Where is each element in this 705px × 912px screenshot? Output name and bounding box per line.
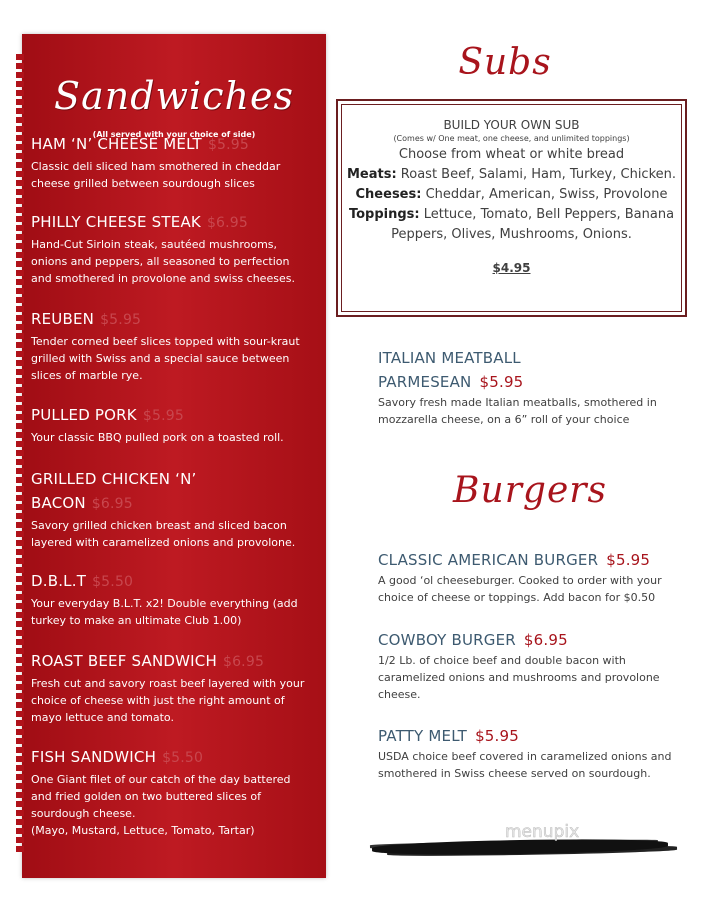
item-name: ITALIAN MEATBALL	[378, 349, 521, 367]
menu-item-grilled-chicken-bacon-desc	[31, 515, 313, 551]
menu-item-cowboy-burger	[378, 628, 678, 703]
build-sub-note: (Comes w/ One meat, one cheese, and unlimited toppings)	[393, 134, 630, 143]
item-price: $5.95	[479, 373, 524, 391]
item-description: Your classic BBQ pulled pork on a toasted roll.	[31, 431, 284, 444]
toppings-label: Toppings:	[348, 207, 420, 222]
meats-label: Meats:	[346, 167, 397, 182]
item-price: $5.95	[606, 551, 651, 569]
cheeses-line	[342, 185, 681, 205]
item-price: $6.95	[523, 631, 568, 649]
menu-item-pulled-pork	[31, 404, 313, 446]
menu-item-italian-meatball	[378, 346, 678, 428]
item-name: PULLED PORK	[31, 406, 137, 424]
menu-item-roast-beef-sandwich	[31, 650, 313, 726]
item-description: Tender corned beef slices topped with sour-kraut grilled with Swiss and a special sauce between slices of marble rye.	[31, 335, 300, 382]
item-name: FISH SANDWICH	[31, 748, 157, 766]
menu-item-classic-american-burger	[378, 548, 678, 606]
item-price: $5.95	[100, 312, 142, 328]
sandwiches-panel	[22, 34, 326, 878]
item-description: Fresh cut and savory roast beef layered with your choice of cheese with just the right amount of mayo lettuce and tomato.	[31, 677, 305, 724]
meats-list: Roast Beef, Salami, Ham, Turkey, Chicken.	[400, 167, 677, 182]
meats-line	[342, 165, 681, 185]
item-description: Hand-Cut Sirloin steak, sautéed mushrooms, onions and peppers, all seasoned to perfection and smothered in provolone and swiss cheeses.	[31, 238, 295, 285]
menu-item-patty-melt	[378, 724, 678, 782]
item-price: $5.95	[142, 408, 184, 424]
menu-item-dblt	[31, 570, 313, 629]
cheeses-label: Cheeses:	[355, 187, 422, 202]
item-price: $6.95	[222, 654, 265, 670]
watermark-logo: menupix	[505, 822, 580, 842]
item-name: ROAST BEEF SANDWICH	[31, 652, 217, 670]
item-name: COWBOY BURGER	[378, 631, 516, 649]
item-price: $6.95	[91, 496, 133, 512]
build-sub-heading: BUILD YOUR OWN SUB	[443, 118, 580, 132]
sandwiches-title: Sandwiches	[54, 74, 294, 118]
menu-item-philly-cheese-steak	[31, 211, 313, 287]
item-name: D.B.L.T	[31, 572, 87, 590]
menu-item-grilled-chicken-bacon	[31, 467, 231, 516]
item-description: A good ‘ol cheeseburger. Cooked to order with your choice of cheese or toppings. Add bacon for $0.50	[378, 574, 662, 604]
subs-title: Subs	[458, 42, 552, 83]
item-description: One Giant filet of our catch of the day battered and fried golden on two buttered slices of sourdough cheese.	[31, 773, 291, 820]
item-description: USDA choice beef covered in caramelized onions and smothered in Swiss cheese served on sourdough.	[378, 750, 672, 780]
item-description: Your everyday B.L.T. x2! Double everything (add turkey to make an ultimate Club 1.00)	[31, 597, 298, 627]
item-price: $6.95	[206, 215, 249, 231]
menu-item-reuben	[31, 308, 313, 384]
item-name: PATTY MELT	[378, 727, 468, 745]
item-price: $5.95	[207, 137, 250, 153]
item-name-line2: PARMESEAN	[378, 373, 472, 391]
item-description: 1/2 Lb. of choice beef and double bacon with caramelized onions and mushrooms and provolone cheese.	[378, 654, 660, 701]
item-description: Savory fresh made Italian meatballs, smothered in mozzarella cheese, on a 6” roll of your choice	[378, 396, 657, 426]
bread-choice: Choose from wheat or white bread	[398, 147, 625, 162]
item-description: Classic deli sliced ham smothered in cheddar cheese grilled between sourdough slices	[31, 160, 281, 190]
item-name: GRILLED CHICKEN ‘N’ BACON	[31, 470, 197, 512]
item-price: $5.50	[162, 750, 204, 766]
toppings-list: Lettuce, Tomato, Bell Peppers, Banana Peppers, Olives, Mushrooms, Onions.	[391, 207, 675, 242]
item-name: HAM ‘N’ CHEESE MELT	[31, 135, 202, 153]
burgers-title: Burgers	[453, 470, 607, 511]
menu-item-fish-sandwich	[31, 746, 313, 839]
item-price: $5.50	[92, 574, 134, 590]
item-name: CLASSIC AMERICAN BURGER	[378, 551, 599, 569]
build-sub-price: $4.95	[492, 261, 531, 275]
sandwiches-subtitle: (All served with your choice of side)	[92, 130, 256, 139]
build-your-own-sub-box	[336, 99, 687, 317]
item-name: PHILLY CHEESE STEAK	[31, 213, 201, 231]
item-note: (Mayo, Mustard, Lettuce, Tomato, Tartar)	[31, 824, 255, 837]
item-price: $5.95	[475, 727, 520, 745]
cheeses-list: Cheddar, American, Swiss, Provolone	[425, 187, 668, 202]
toppings-line	[342, 205, 681, 245]
item-description: Savory grilled chicken breast and sliced bacon layered with caramelized onions and provolone.	[31, 519, 296, 549]
menu-item-ham-cheese-melt	[31, 133, 313, 192]
item-name: REUBEN	[31, 310, 95, 328]
